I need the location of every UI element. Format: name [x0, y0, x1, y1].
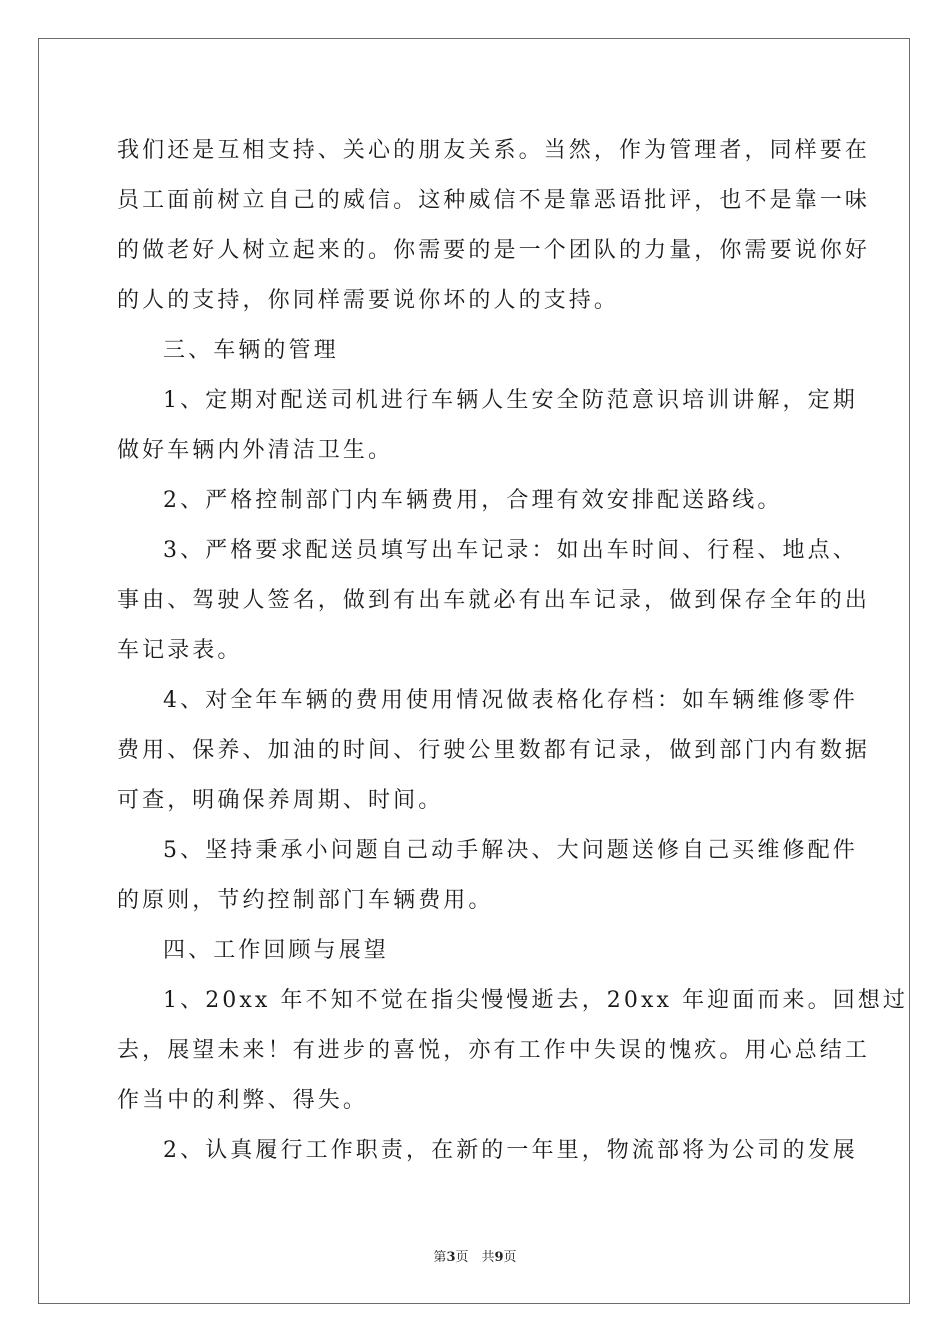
- text-line: 做好车辆内外清洁卫生。: [117, 438, 394, 463]
- text-line: 作当中的利弊、得失。: [117, 1088, 369, 1113]
- text-line: 车记录表。: [117, 638, 243, 663]
- text-line: 我们还是互相支持、关心的朋友关系。当然，作为管理者，同样要在: [117, 138, 871, 163]
- text-line: 3、严格要求配送员填写出车记录：如出车时间、行程、地点、: [163, 538, 858, 563]
- current-page-number: 3: [446, 1250, 456, 1265]
- text-line: 1、定期对配送司机进行车辆人生安全防范意识培训讲解，定期: [163, 388, 858, 413]
- total-page-count: 9: [494, 1250, 504, 1265]
- footer-prefix: 第: [433, 1250, 447, 1265]
- page-footer: [0, 1246, 950, 1265]
- document-body: [117, 126, 909, 1176]
- text-line: 的人的支持，你同样需要说你坏的人的支持。: [117, 288, 620, 313]
- text-line: 的做老好人树立起来的。你需要的是一个团队的力量，你需要说你好: [117, 238, 871, 263]
- text-line: 2、严格控制部门内车辆费用，合理有效安排配送路线。: [163, 488, 783, 513]
- text-line: 费用、保养、加油的时间、行驶公里数都有记录，做到部门内有数据: [117, 738, 871, 763]
- text-line: 可查，明确保养周期、时间。: [117, 788, 444, 813]
- footer-middle: 页 共: [455, 1250, 495, 1265]
- text-line: 1、20xx 年不知不觉在指尖慢慢逝去，20xx 年迎面而来。回想过: [163, 988, 909, 1013]
- text-line: 的原则，节约控制部门车辆费用。: [117, 888, 494, 913]
- text-line: 四、工作回顾与展望: [163, 938, 389, 963]
- text-line: 员工面前树立自己的威信。这种威信不是靠恶语批评，也不是靠一味: [117, 188, 871, 213]
- text-line: 事由、驾驶人签名，做到有出车就必有出车记录，做到保存全年的出: [117, 588, 871, 613]
- text-line: 去，展望未来！有进步的喜悦，亦有工作中失误的愧疚。用心总结工: [117, 1038, 871, 1063]
- text-line: 5、坚持秉承小问题自己动手解决、大问题送修自己买维修配件: [163, 838, 858, 863]
- text-line: 4、对全年车辆的费用使用情况做表格化存档：如车辆维修零件: [163, 688, 858, 713]
- text-line: 2、认真履行工作职责，在新的一年里，物流部将为公司的发展: [163, 1138, 858, 1163]
- footer-suffix: 页: [503, 1250, 517, 1265]
- text-line: 三、车辆的管理: [163, 338, 339, 363]
